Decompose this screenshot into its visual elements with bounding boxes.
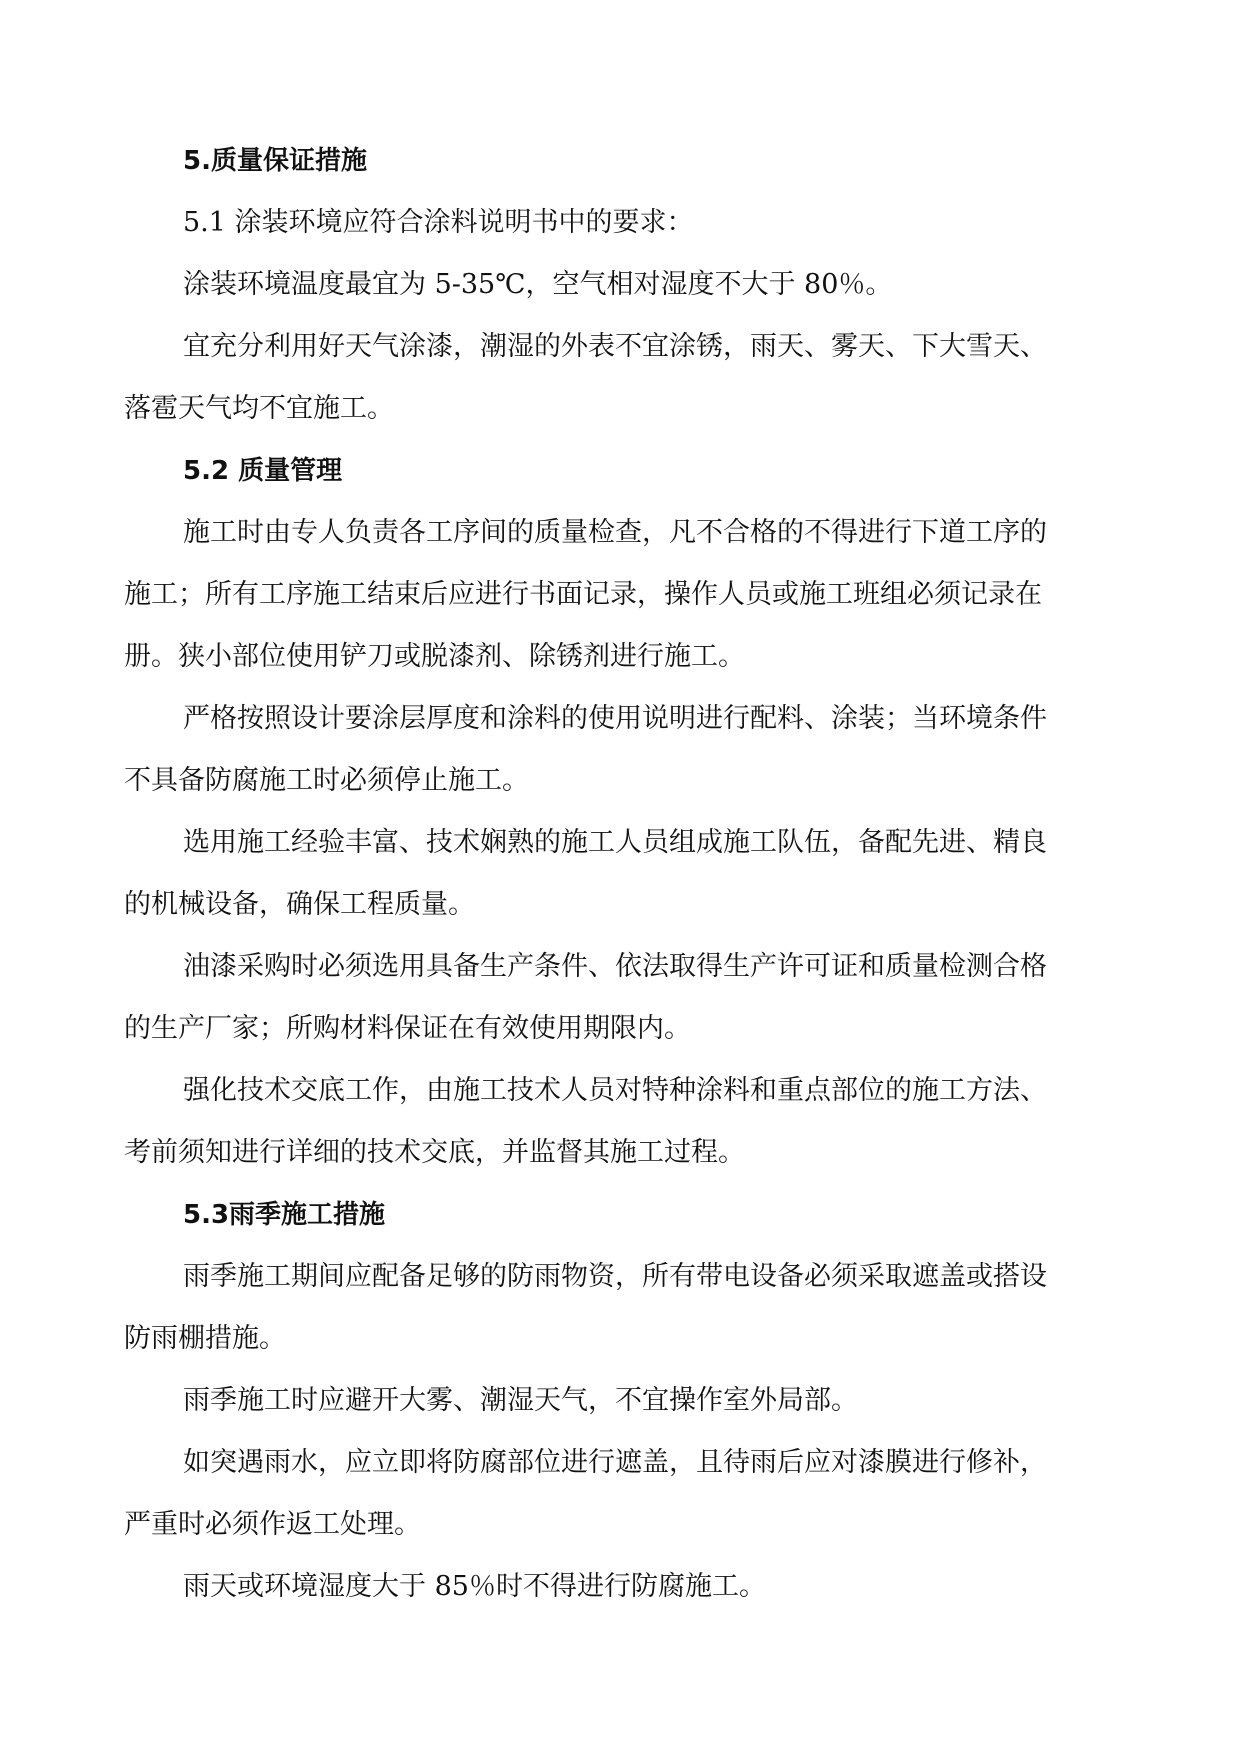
paragraph-line: 选用施工经验丰富、技术娴熟的施工人员组成施工队伍，备配先进、精良	[183, 827, 1047, 858]
paragraph-line: 施工；所有工序施工结束后应进行书面记录，操作人员或施工班组必须记录在	[124, 579, 1042, 610]
paragraph-line: 雨天或环境湿度大于 85％时不得进行防腐施工。	[183, 1571, 766, 1602]
paragraph-line: 涂装环境温度最宜为 5-35℃，空气相对湿度不大于 80％。	[183, 269, 893, 300]
paragraph-line: 严重时必须作返工处理。	[124, 1509, 421, 1540]
section-heading-5: 5.质量保证措施	[183, 146, 367, 176]
subsection-title-5-1: 5.1 涂装环境应符合涂料说明书中的要求：	[183, 207, 694, 238]
paragraph-line: 的生产厂家；所购材料保证在有效使用期限内。	[124, 1013, 691, 1044]
paragraph-line: 施工时由专人负责各工序间的质量检查，凡不合格的不得进行下道工序的	[183, 517, 1047, 548]
paragraph-line: 册。狭小部位使用铲刀或脱漆剂、除锈剂进行施工。	[124, 641, 745, 672]
paragraph-line: 雨季施工期间应配备足够的防雨物资，所有带电设备必须采取遮盖或搭设	[183, 1261, 1047, 1292]
paragraph-line: 考前须知进行详细的技术交底，并监督其施工过程。	[124, 1137, 745, 1168]
paragraph-line: 的机械设备，确保工程质量。	[124, 889, 475, 920]
subsection-title-5-2: 5.2 质量管理	[183, 456, 343, 486]
subsection-title-5-3: 5.3雨季施工措施	[183, 1200, 386, 1230]
paragraph-line: 严格按照设计要涂层厚度和涂料的使用说明进行配料、涂装；当环境条件	[183, 703, 1047, 734]
paragraph-line: 油漆采购时必须选用具备生产条件、依法取得生产许可证和质量检测合格	[183, 951, 1047, 982]
paragraph-line: 落雹天气均不宜施工。	[124, 393, 394, 424]
paragraph-line: 雨季施工时应避开大雾、潮湿天气，不宜操作室外局部。	[183, 1385, 858, 1416]
paragraph-line: 如突遇雨水，应立即将防腐部位进行遮盖，且待雨后应对漆膜进行修补，	[183, 1447, 1047, 1478]
paragraph-line: 防雨棚措施。	[124, 1323, 286, 1354]
paragraph-line: 强化技术交底工作，由施工技术人员对特种涂料和重点部位的施工方法、	[183, 1075, 1047, 1106]
paragraph-line: 宜充分利用好天气涂漆，潮湿的外表不宜涂锈，雨天、雾天、下大雪天、	[183, 331, 1047, 362]
paragraph-line: 不具备防腐施工时必须停止施工。	[124, 765, 529, 796]
